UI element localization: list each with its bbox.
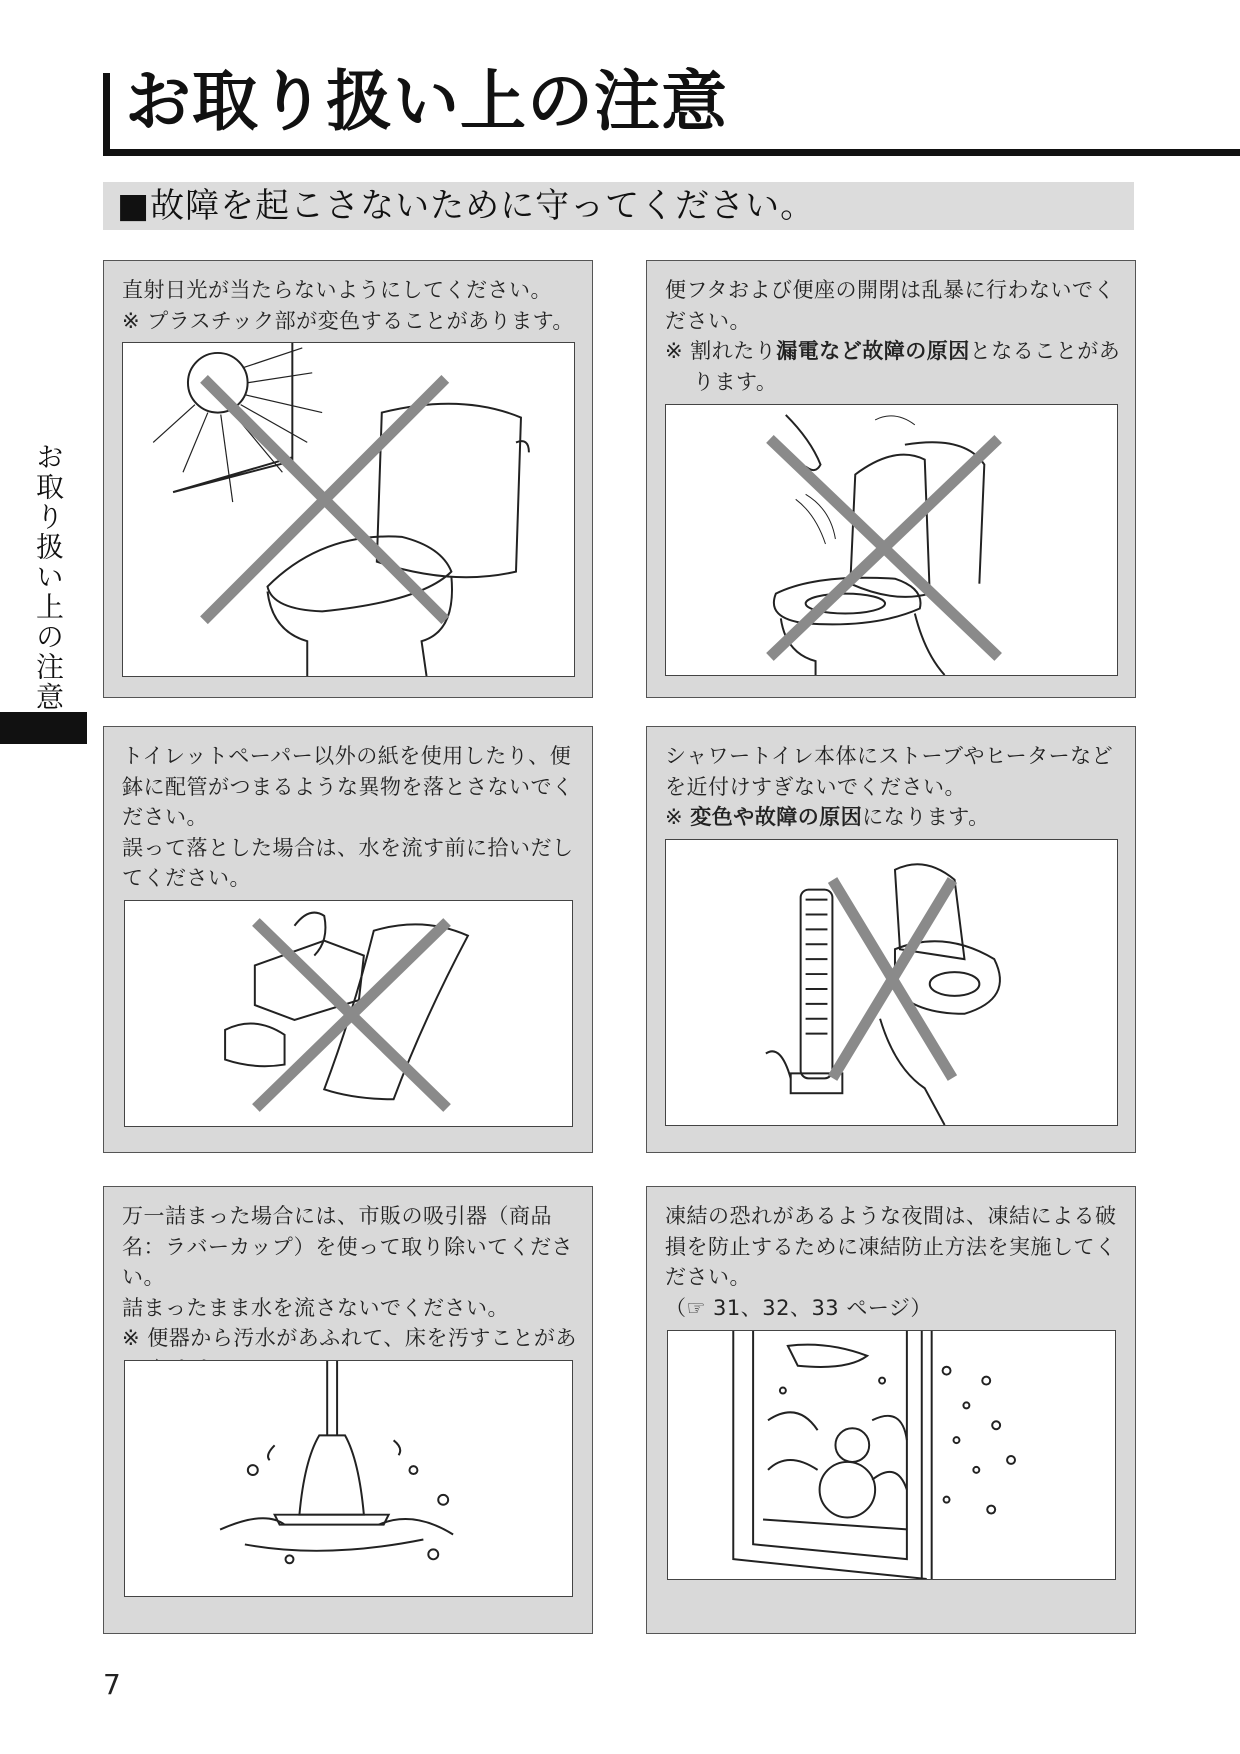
card-note-emphasis: 変色や故障の原因 bbox=[690, 805, 863, 829]
card-line: 直射日光が当たらないようにしてください。 bbox=[122, 278, 552, 302]
side-tab-label: お取り扱い上の注意 bbox=[32, 442, 65, 712]
caution-card-heaters bbox=[646, 726, 1136, 1153]
illustration-frozen-window bbox=[667, 1330, 1116, 1580]
card-line: トイレットペーパー以外の紙を使用したり、便鉢に配管がつまるような異物を落とさないでください。 bbox=[122, 744, 574, 829]
section-heading: ■故障を起こさないために守ってください。 bbox=[117, 186, 816, 226]
foreign-objects-drawing bbox=[125, 901, 572, 1126]
card-note-emphasis: 漏電など故障の原因 bbox=[776, 339, 970, 363]
caution-card-lid-seat bbox=[646, 260, 1136, 698]
page-title-bar bbox=[103, 58, 1240, 156]
caution-card-clog bbox=[103, 1186, 593, 1634]
side-tab-marker bbox=[0, 712, 87, 744]
card-note: ※ 便器から汚水があふれて、床を汚すことがあ bbox=[122, 1326, 577, 1350]
card-text bbox=[122, 1201, 578, 1384]
title-horizontal-rule bbox=[103, 149, 1240, 156]
card-line: 凍結の恐れがあるような夜間は、凍結による破損を防止するために凍結防止方法を実施してください。 bbox=[665, 1204, 1117, 1289]
card-text bbox=[122, 741, 578, 894]
caution-card-foreign-objects bbox=[103, 726, 593, 1153]
caution-card-freezing bbox=[646, 1186, 1136, 1634]
title-vertical-rule bbox=[103, 73, 110, 156]
heater-toilet-drawing bbox=[666, 840, 1117, 1125]
illustration-heater-toilet bbox=[665, 839, 1118, 1126]
sunlight-toilet-drawing bbox=[123, 343, 574, 676]
card-line: （☞ 31、32、33 ページ） bbox=[665, 1295, 932, 1320]
card-note bbox=[665, 336, 1121, 397]
illustration-sunlight-toilet bbox=[122, 342, 575, 677]
illustration-plunger bbox=[124, 1360, 573, 1597]
page-number: 7 bbox=[103, 1668, 121, 1701]
card-text bbox=[665, 741, 1121, 833]
frozen-window-drawing bbox=[668, 1331, 1115, 1579]
caution-card-sunlight bbox=[103, 260, 593, 698]
card-note-suffix: になります。 bbox=[862, 805, 990, 829]
card-text bbox=[122, 275, 578, 336]
card-text bbox=[665, 275, 1121, 397]
card-note: ※ プラスチック部が変色することがあります。 bbox=[122, 308, 574, 333]
card-line: 万一詰まった場合には、市販の吸引器（商品名：ラバーカップ）を使って取り除いてください。 bbox=[122, 1204, 574, 1289]
card-line: 便フタおよび便座の開閉は乱暴に行わないでください。 bbox=[665, 278, 1116, 333]
card-line: 詰まったまま水を流さないでください。 bbox=[122, 1295, 509, 1320]
card-note bbox=[665, 802, 1121, 833]
card-line: シャワートイレ本体にストーブやヒーターなどを近付けすぎないでください。 bbox=[665, 744, 1114, 799]
illustration-foreign-objects bbox=[124, 900, 573, 1127]
illustration-lid-slam bbox=[665, 404, 1118, 676]
plunger-drawing bbox=[125, 1361, 572, 1596]
card-note-prefix: ※ 割れたり bbox=[665, 339, 777, 363]
card-text bbox=[665, 1201, 1121, 1323]
lid-slam-drawing bbox=[666, 405, 1117, 675]
card-line: 誤って落とした場合は、水を流す前に拾いだしてください。 bbox=[122, 835, 574, 890]
page-title: お取り扱い上の注意 bbox=[125, 63, 728, 140]
card-note-prefix: ※ bbox=[665, 805, 691, 829]
section-heading-bar bbox=[103, 182, 1134, 230]
side-tab bbox=[28, 442, 65, 712]
card-note-suffix: となることがあります。 bbox=[693, 339, 1121, 394]
